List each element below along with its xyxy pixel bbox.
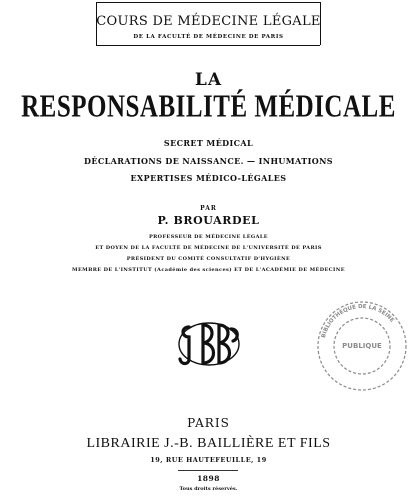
subtitle-line: SECRET MÉDICAL <box>163 138 254 148</box>
author-credential: MEMBRE DE L'INSTITUT (Académie des sciences) ET DE L'ACADÉMIE DE MÉDECINE <box>72 267 345 273</box>
book-title: RESPONSABILITÉ MÉDICALE <box>21 90 396 124</box>
faculty-line: DE LA FACULTÉ DE MÉDECINE DE PARIS <box>133 34 284 40</box>
author-credential: ET DOYEN DE LA FACULTÉ DE MÉDECINE DE L'UNIVERSITÉ DE PARIS <box>95 245 322 251</box>
subtitle-line: DÉCLARATIONS DE NAISSANCE. — INHUMATIONS <box>84 156 333 166</box>
title-article: LA <box>194 70 223 90</box>
stamp-center-text: PUBLIQUE <box>342 342 382 350</box>
author-credential: PROFESSEUR DE MÉDECINE LÉGALE <box>148 234 269 240</box>
imprint-publisher: LIBRAIRIE J.-B. BAILLIÈRE ET FILS <box>86 436 331 451</box>
series-title: COURS DE MÉDECINE LÉGALE <box>96 14 321 29</box>
header-frame-top-rule <box>96 2 320 3</box>
subtitle-line: EXPERTISES MÉDICO-LÉGALES <box>130 173 287 183</box>
imprint-year: 1898 <box>197 474 220 483</box>
rights-notice: Tous droits réservés. <box>179 486 238 492</box>
svg-text:BIBLIOTHÈQUE DE LA SEINE <box>321 304 395 339</box>
imprint-rule <box>178 470 238 471</box>
author-credential: PRÉSIDENT DU COMITÉ CONSULTATIF D'HYGIÈNE <box>126 256 291 262</box>
header-frame-bottom-rule <box>96 45 320 46</box>
author-name: P. BROUARDEL <box>157 214 260 227</box>
library-stamp-icon <box>304 296 416 408</box>
publisher-monogram-icon <box>175 319 243 369</box>
imprint-address: 19, RUE HAUTEFEUILLE, 19 <box>150 456 267 464</box>
by-label: PAR <box>200 205 217 212</box>
stamp-ring-text: BIBLIOTHÈQUE DE LA SEINE <box>320 303 395 339</box>
imprint-city: PARIS <box>187 416 230 430</box>
